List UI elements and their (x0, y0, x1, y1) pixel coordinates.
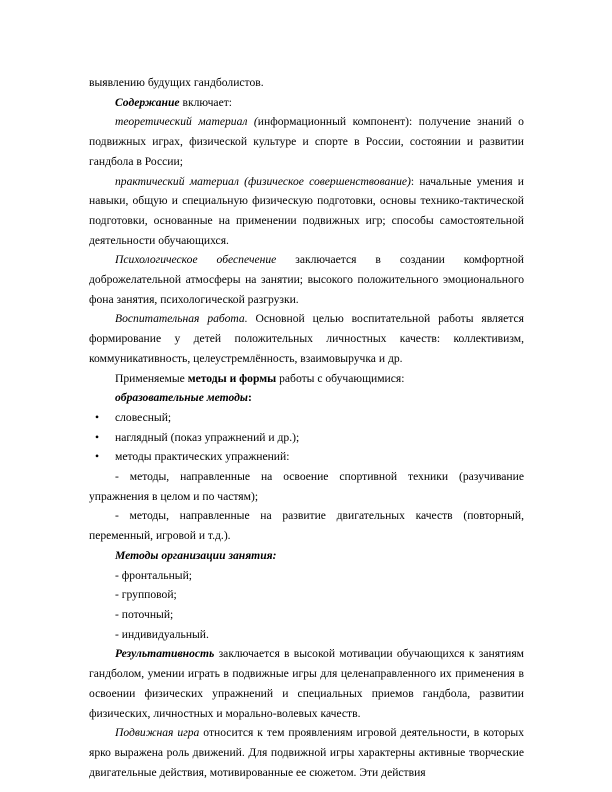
heading-colon: : (247, 391, 252, 405)
paragraph-text: относится к тем проявлениям игровой деятельности, в которых ярко выражена роль движений. Для подвижной игры характерны активные творческие двигательные действия, мотивированные ее сюжетом. Эти действия (89, 726, 525, 779)
paragraph-text: - методы, направленные на освоение спортивной техники (разучивание упражнения в целом и по частям); (89, 470, 524, 503)
term-methods: методы и формы (187, 371, 277, 385)
paragraph-content (89, 93, 524, 113)
list-item: • методы практических упражнений: (89, 447, 524, 467)
paragraph-text: информационный компонент): получение знаний о подвижных играх, физической культуре и спорте в России, состоянии и развитии гандбола в России; (89, 115, 524, 168)
paragraph-practice (89, 172, 524, 251)
term-theory: теоретический материал ( (115, 115, 258, 129)
paragraph-text: - методы, направленные на развитие двигательных качеств (повторный, переменный, игровой и т.д.). (89, 509, 524, 543)
paragraph-theory (89, 112, 524, 171)
paragraph-text: работы с обучающимися: (276, 371, 405, 385)
paragraph-upbringing (89, 309, 524, 368)
list-item: • наглядный (показ упражнений и др.); (89, 428, 524, 448)
list-item: - групповой; (115, 588, 177, 602)
list-item: - индивидуальный. (115, 627, 209, 641)
paragraph-active-game (89, 723, 524, 782)
paragraph-methods (89, 369, 524, 389)
paragraph-text: выявлению будущих гандболистов. (89, 76, 264, 89)
term-organization-methods: Методы организации занятия: (115, 548, 277, 562)
term-upbringing: Воспитательная работа. (115, 312, 248, 326)
list-item: • словесный; (89, 408, 524, 428)
term-content: Содержание (115, 95, 180, 109)
term-active-game: Подвижная игра (115, 726, 200, 740)
list-item: - поточный; (115, 607, 174, 621)
heading-organization-methods (89, 546, 524, 566)
methods-list (89, 408, 524, 467)
document-body (89, 73, 524, 782)
term-results: Результативность (115, 647, 215, 661)
paragraph-text: заключается в создании комфортной доброжелательной атмосферы на занятии; высокого положительного эмоционального фона занятия, психологической разгрузки. (89, 253, 524, 306)
paragraph-text: включает: (179, 95, 232, 109)
paragraph-text: заключается в высокой мотивации обучающихся к занятиям гандболом, умении играть в подвижные игры для целенаправленного их применения в освоении физических упражнений и специальных приемов гандбола, развитии физических, личностных и морально-волевых качеств. (89, 647, 524, 720)
paragraph-intro-end (89, 73, 524, 93)
paragraph-method-qualities (89, 506, 524, 545)
heading-educational-methods (89, 388, 524, 408)
paragraph-psychology (89, 250, 524, 309)
paragraph-results (89, 644, 524, 723)
term-educational-methods: образовательные методы (115, 391, 248, 405)
paragraph-method-technique (89, 467, 524, 506)
list-item: - фронтальный; (115, 568, 193, 582)
paragraph-text: Основной целью воспитательной работы является формирование у детей положительных личностных качеств: коллективизм, коммуникативность, целеустремлённость, взаимовыручка и др. (89, 312, 524, 365)
paragraph-text: Применяемые (115, 371, 188, 385)
term-psychology: Психологическое обеспечение (115, 253, 277, 267)
paragraph-text: : начальные умения и навыки, общую и специальную физическую подготовки, основы технико-тактической подготовки, основанные на применении подвижных игр; способы самостоятельной деятельности обучающихся. (89, 174, 524, 247)
term-practice: практический материал (физическое совершенствование) (115, 174, 411, 188)
